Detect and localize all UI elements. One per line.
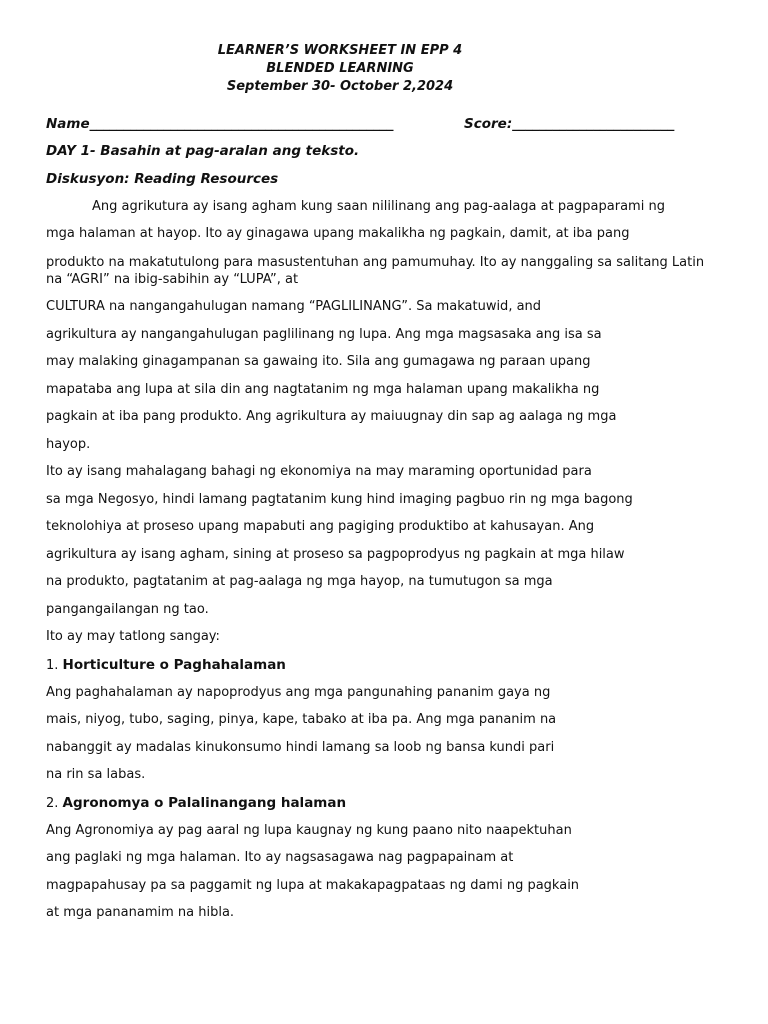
worksheet-date: September 30- October 2,2024 bbox=[226, 79, 454, 94]
branch2-line: magpapahusay pa sa paggamit ng lupa at makakapagpataas ng dami ng pagkain bbox=[46, 878, 580, 893]
score-label: Score: bbox=[464, 116, 513, 132]
paragraph1-line: hayop. bbox=[46, 437, 91, 452]
paragraph2-line: pangangailangan ng tao. bbox=[46, 602, 209, 617]
paragraph2-line: sa mga Negosyo, hindi lamang pagtatanim kung hind imaging pagbuo rin ng mga bagong bbox=[46, 492, 633, 507]
branch1-title: Horticulture o Paghahalaman bbox=[62, 657, 286, 673]
day-heading: DAY 1- Basahin at pag-aralan ang teksto. bbox=[46, 143, 360, 159]
branch1-line: mais, niyog, tubo, saging, pinya, kape, tabako at iba pa. Ang mga pananim na bbox=[46, 712, 557, 727]
branch2-line: at mga pananamim na hibla. bbox=[46, 905, 235, 920]
paragraph2-line: teknolohiya at proseso upang mapabuti ang pagiging produktibo at kahusayan. Ang bbox=[46, 519, 595, 534]
paragraph1-line: pagkain at iba pang produkto. Ang agrikultura ay maiuugnay din sap ag aalaga ng mga bbox=[46, 409, 617, 424]
branch1-line: Ang paghahalaman ay napoprodyus ang mga pangunahing pananim gaya ng bbox=[46, 685, 551, 700]
worksheet-subtitle: BLENDED LEARNING bbox=[266, 61, 414, 76]
paragraph1-line: mga halaman at hayop. Ito ay ginagawa upang makalikha ng pagkain, damit, at iba pang bbox=[46, 226, 630, 241]
branch1-line: na rin sa labas. bbox=[46, 767, 146, 782]
paragraph1-line: agrikultura ay nangangahulugan paglilinang ng lupa. Ang mga magsasaka ang isa sa bbox=[46, 327, 602, 342]
name-label: Name bbox=[46, 116, 90, 132]
branch1-heading bbox=[46, 657, 286, 674]
branch1-number: 1. bbox=[46, 658, 63, 673]
paragraph2-line: na produkto, pagtatanim at pag-aalaga ng mga hayop, na tumutugon sa mga bbox=[46, 574, 553, 589]
paragraph1-line: mapataba ang lupa at sila din ang nagtatanim ng mga halaman upang makalikha ng bbox=[46, 382, 600, 397]
name-blank[interactable]: _____________________________________________ bbox=[89, 116, 394, 132]
branch1-line: nabanggit ay madalas kinukonsumo hindi lamang sa loob ng bansa kundi pari bbox=[46, 740, 555, 755]
branch2-line: Ang Agronomiya ay pag aaral ng lupa kaugnay ng kung paano nito naapektuhan bbox=[46, 823, 572, 838]
branch2-heading bbox=[46, 795, 346, 812]
score-blank[interactable]: ________________________ bbox=[512, 116, 675, 132]
branches-intro: Ito ay may tatlong sangay: bbox=[46, 629, 220, 644]
discussion-heading: Diskusyon: Reading Resources bbox=[46, 171, 279, 187]
paragraph2-line: Ito ay isang mahalagang bahagi ng ekonomiya na may maraming oportunidad para bbox=[46, 464, 592, 479]
paragraph1-line: may malaking ginagampanan sa gawaing ito. Sila ang gumagawa ng paraan upang bbox=[46, 354, 591, 369]
name-field[interactable] bbox=[46, 116, 393, 132]
paragraph1-line: CULTURA na nangangahulugan namang “PAGLILINANG”. Sa makatuwid, and bbox=[46, 299, 542, 314]
branch2-title: Agronomya o Palalinangang halaman bbox=[62, 795, 347, 811]
branch2-line: ang paglaki ng mga halaman. Ito ay nagsasagawa nag pagpapainam at bbox=[46, 850, 514, 865]
paragraph1-line: produkto na makatutulong para masustentuhan ang pamumuhay. Ito ay nanggaling sa salitang Latin na “AGRI” na ibig-sabihin ay “LUPA”, at bbox=[46, 255, 705, 287]
branch2-number: 2. bbox=[46, 796, 63, 811]
worksheet-title: LEARNER’S WORKSHEET IN EPP 4 bbox=[217, 43, 463, 58]
score-field[interactable] bbox=[464, 116, 674, 132]
paragraph1-line: Ang agrikutura ay isang agham kung saan nililinang ang pag-aalaga at pagpaparami ng bbox=[92, 199, 665, 214]
paragraph2-line: agrikultura ay isang agham, sining at proseso sa pagpoprodyus ng pagkain at mga hilaw bbox=[46, 547, 625, 562]
